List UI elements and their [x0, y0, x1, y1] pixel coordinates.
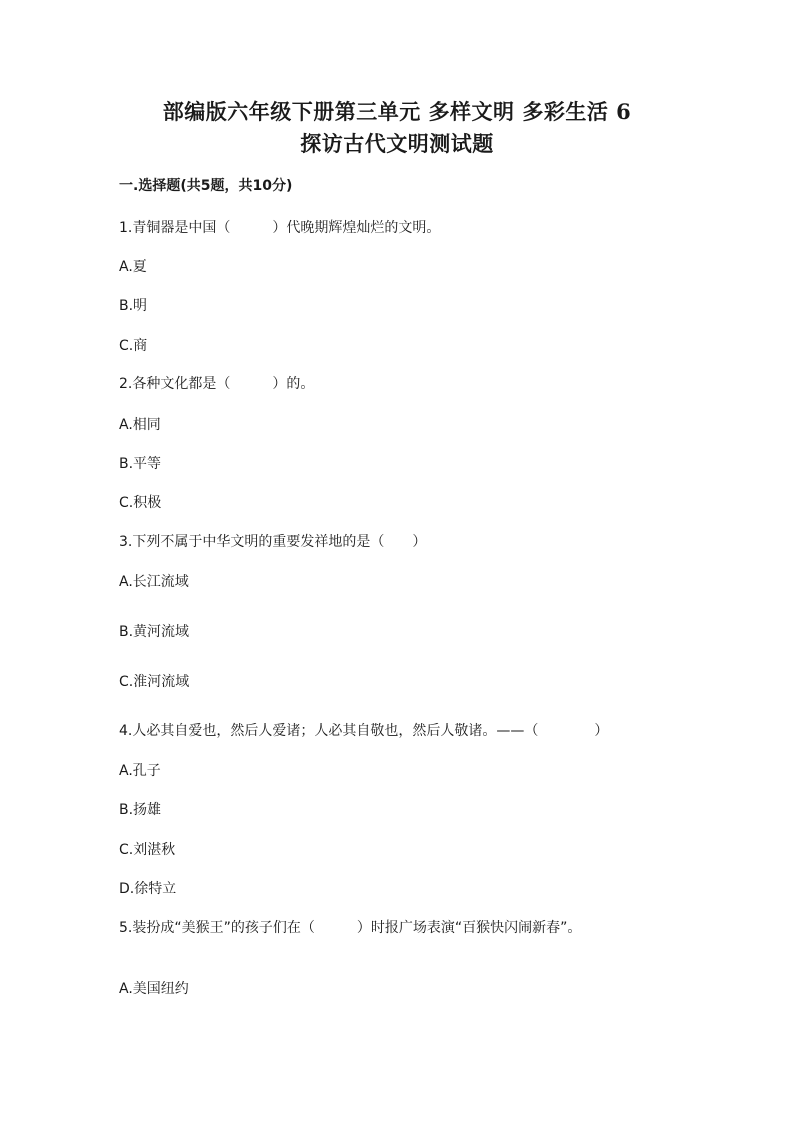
question-2-option-c: C.积极 — [119, 495, 162, 511]
question-3-option-b: B.黄河流域 — [119, 624, 190, 640]
question-2-stem: 2.各种文化都是（ ）的。 — [119, 376, 315, 392]
page-title-line-2: 探访古代文明测试题 — [300, 131, 494, 156]
question-1-option-c: C.商 — [119, 338, 148, 354]
question-1-option-b: B.明 — [119, 298, 148, 314]
question-5-option-a: A.美国纽约 — [119, 981, 189, 997]
question-5-stem: 5.装扮成“美猴王”的孩子们在（ ）时报广场表演“百猴快闪闹新春”。 — [119, 920, 582, 936]
question-4-option-c: C.刘湛秋 — [119, 842, 176, 858]
page-title-line-1: 部编版六年级下册第三单元 多样文明 多彩生活 6 — [162, 99, 632, 124]
question-3-option-a: A.长江流域 — [119, 574, 189, 590]
question-1-stem: 1.青铜器是中国（ ）代晚期辉煌灿烂的文明。 — [119, 220, 441, 236]
section-heading: 一.选择题(共5题，共10分) — [119, 178, 293, 194]
question-3-option-c: C.淮河流域 — [119, 674, 190, 690]
question-2-option-b: B.平等 — [119, 456, 162, 472]
question-4-option-d: D.徐特立 — [119, 881, 177, 897]
question-2-option-a: A.相同 — [119, 417, 161, 433]
question-1-option-a: A.夏 — [119, 259, 147, 275]
question-3-stem: 3.下列不属于中华文明的重要发祥地的是（ ） — [119, 534, 427, 550]
question-4-stem: 4.人必其自爱也，然后人爱诸；人必其自敬也，然后人敬诸。——（ ） — [119, 723, 609, 739]
question-4-option-a: A.孔子 — [119, 763, 161, 779]
question-4-option-b: B.扬雄 — [119, 802, 162, 818]
